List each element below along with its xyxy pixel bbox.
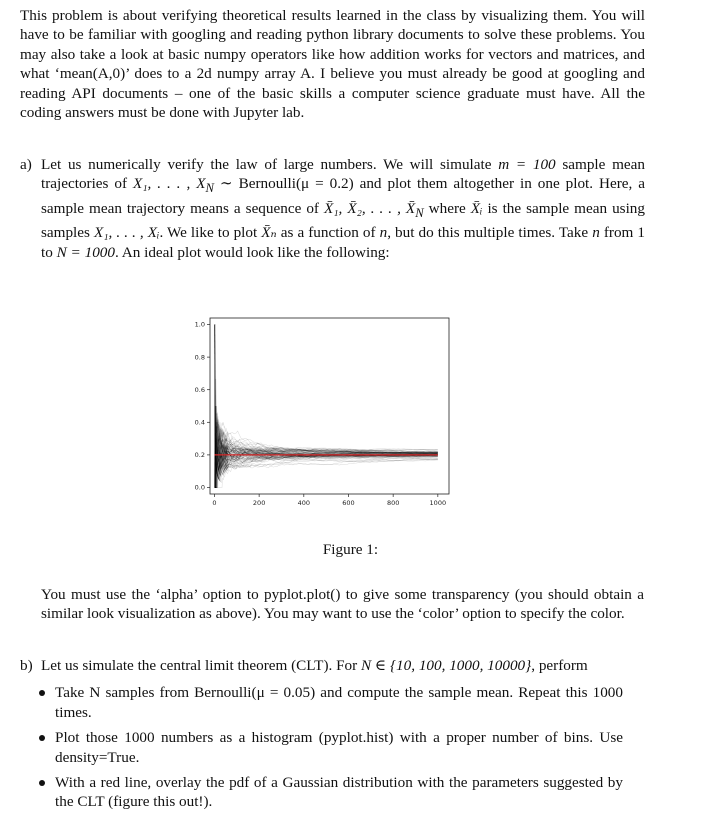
trajectory-line bbox=[215, 325, 438, 459]
y-tick-label: 0.6 bbox=[194, 385, 205, 394]
trajectory-line bbox=[215, 325, 438, 457]
y-tick-label: 0.4 bbox=[194, 418, 205, 427]
figure-caption: Figure 1: bbox=[322, 541, 379, 558]
part-a-marker: a) bbox=[20, 156, 32, 173]
trajectory-line bbox=[215, 379, 438, 488]
trajectory-line bbox=[215, 325, 438, 462]
trajectory-line bbox=[215, 406, 438, 487]
lln-chart bbox=[196, 318, 456, 518]
x-tick-label: 200 bbox=[252, 499, 266, 507]
trajectory-line bbox=[215, 390, 438, 488]
axis-ticks bbox=[195, 321, 446, 507]
x-tick-label: 600 bbox=[342, 499, 355, 507]
trajectory-line bbox=[215, 325, 438, 463]
trajectory-line bbox=[215, 406, 438, 487]
trajectory-line bbox=[215, 406, 438, 487]
x-tick-label: 0 bbox=[212, 499, 217, 507]
part-a-text: Let us numerically verify the law of large numbers. We will simulate m = 100 sample mean trajectories of X₁, . . . , $X_N$ ∼ Bernoulli(μ = 0.2) and plot them altogether in one plot. Here, a sample mean trajectory means a sequence of X̄₁, X̄₂, . . . , $X̄_N$ where X̄ᵢ is the sample mean using samples X₁, . . . , Xᵢ. We like to plot X̄ₙ as a function of n, but do this multiple times. Take n from 1 to N = 1000. An ideal plot would look like the following: bbox=[41, 156, 645, 261]
trajectory-line bbox=[215, 406, 438, 487]
trajectory-line bbox=[215, 325, 438, 458]
alpha-note: You must use the ‘alpha’ option to pyplot.plot() to give some transparency (you should obtain a similar look visualization as above). You may want to use the ‘color’ option to specify the color. bbox=[41, 586, 644, 623]
x-tick-label: 400 bbox=[297, 499, 311, 507]
part-b-list bbox=[20, 683, 645, 811]
trajectory-line bbox=[215, 325, 438, 458]
list-item: Take N samples from Bernoulli(μ = 0.05) and compute the sample mean. Repeat this 1000 times. bbox=[20, 683, 623, 722]
trajectory-line bbox=[215, 406, 438, 487]
y-tick-label: 1.0 bbox=[194, 320, 205, 329]
y-tick-label: 0.8 bbox=[194, 353, 205, 362]
part-b-marker: b) bbox=[20, 657, 33, 674]
trajectory-line bbox=[215, 325, 438, 459]
part-b bbox=[20, 656, 645, 818]
part-b-text: Let us simulate the central limit theorem (CLT). For N ∈ {10, 100, 1000, 10000}, perform bbox=[41, 657, 588, 674]
y-tick-label: 0.2 bbox=[194, 451, 205, 460]
bullet-icon bbox=[39, 780, 45, 786]
intro-paragraph: This problem is about verifying theoretical results learned in the class by visualizing them. You will have to be familiar with googling and reading python library documents to solve these problems. You may also take a look at basic numpy operators like how addition works for vectors and matrices, and what ‘mean(A,0)’ does to a 2d numpy array A. I believe you must already be good at googling and reading API documents – one of the basic skills a computer science graduate must have. All the coding answers must be done with Jupyter lab. bbox=[20, 7, 645, 122]
trajectory-line bbox=[215, 379, 438, 488]
trajectory-line bbox=[215, 406, 438, 487]
trajectory-line bbox=[215, 325, 438, 457]
x-tick-label: 800 bbox=[386, 499, 400, 507]
y-tick-label: 0.0 bbox=[194, 483, 205, 492]
trajectories bbox=[214, 325, 437, 488]
list-item: Plot those 1000 numbers as a histogram (pyplot.hist) with a proper number of bins. Use density=True. bbox=[20, 728, 623, 767]
trajectory-line bbox=[215, 379, 438, 488]
trajectory-line bbox=[215, 325, 438, 452]
trajectory-line bbox=[215, 406, 438, 487]
trajectory-line bbox=[215, 325, 438, 465]
trajectory-line bbox=[215, 325, 438, 469]
list-item: With a red line, overlay the pdf of a Gaussian distribution with the parameters suggested by the CLT (figure this out!). bbox=[20, 773, 623, 812]
trajectory-line bbox=[215, 325, 438, 457]
bullet-icon bbox=[39, 735, 45, 741]
trajectory-line bbox=[215, 406, 438, 487]
trajectory-line bbox=[215, 325, 438, 457]
bullet-icon bbox=[39, 690, 45, 696]
trajectory-line bbox=[215, 406, 438, 487]
trajectory-line bbox=[215, 406, 438, 487]
x-tick-label: 1000 bbox=[429, 499, 447, 507]
trajectory-line bbox=[215, 325, 438, 457]
plot-frame bbox=[210, 318, 449, 494]
trajectory-line bbox=[215, 406, 438, 487]
part-a bbox=[20, 155, 645, 262]
figure-1 bbox=[196, 318, 456, 518]
